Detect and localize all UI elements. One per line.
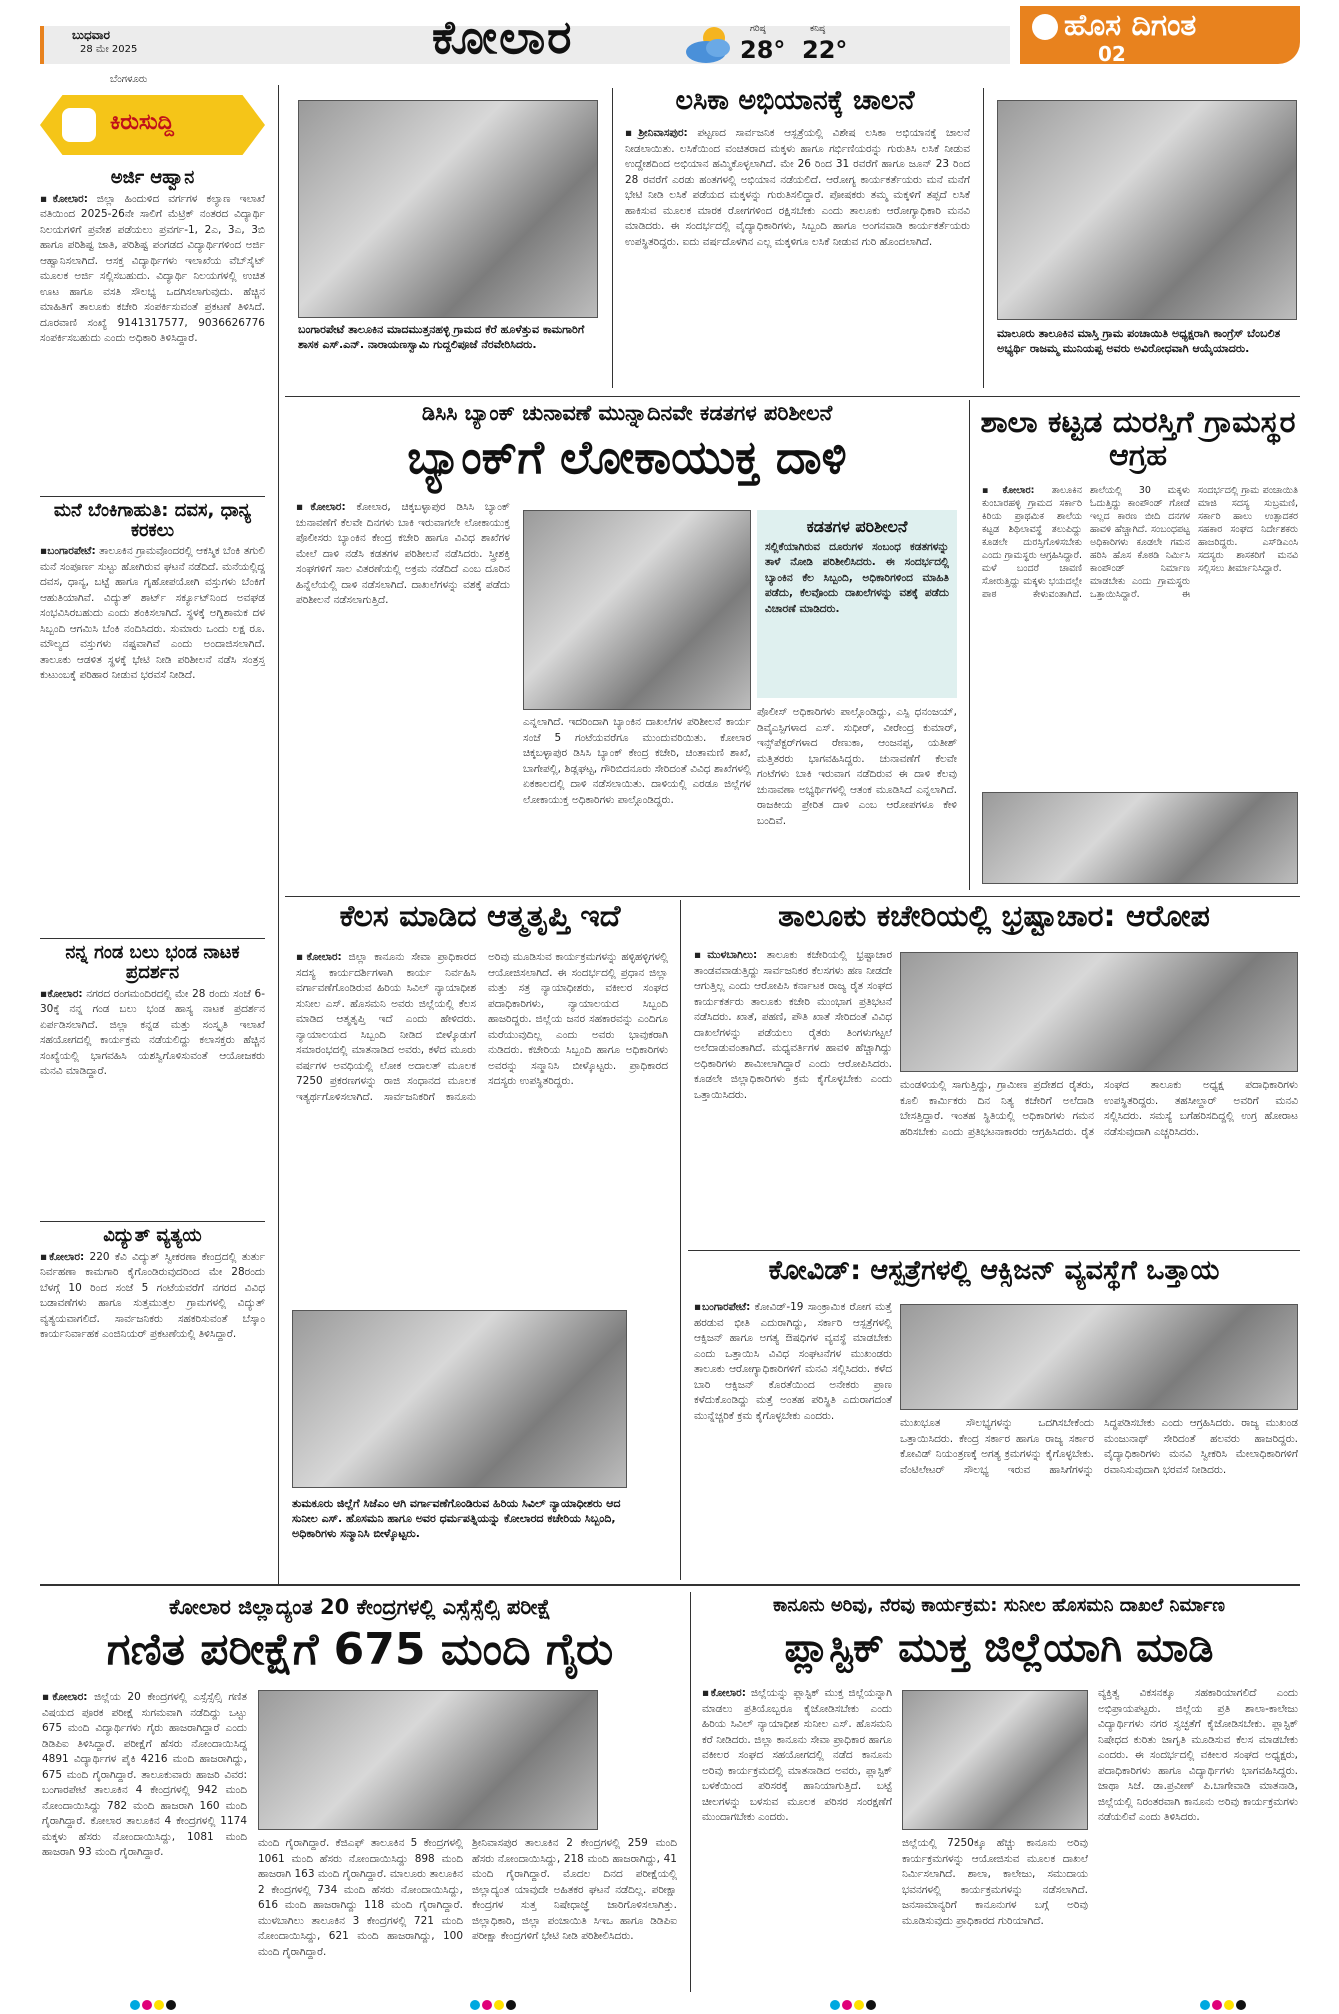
bank-body-col2: ಎನ್ನಲಾಗಿದೆ. ಇದರಿಂದಾಗಿ ಬ್ಯಾಂಕಿನ ದಾಖಲೆಗಳ ಪರಿಶೀಲನೆ ಕಾರ್ಯ ಸಂಜೆ 5 ಗಂಟೆಯವರೆಗೂ ಮುಂದುವರಿಯಿತು. ಕೋಲಾರ ಚಿಕ್ಕಬಳ್ಳಾಪುರ ಡಿಸಿಸಿ ಬ್ಯಾಂಕ್ ಕೇಂದ್ರ ಕಚೇರಿ, ಚಿಂತಾಮಣಿ ಶಾಖೆ, ಬಾಗೇಪಲ್ಲಿ, ಶಿಡ್ಲಘಟ್ಟ, ಗೌರಿಬಿದನೂರು ಸೇರಿದಂತೆ ವಿವಿಧ ಶಾಖೆಗಳಲ್ಲಿ ಏಕಕಾಲದಲ್ಲಿ ದಾಳಿ ನಡೆಸಲಾಯಿತು. ದಾಳಿಯಲ್ಲಿ ಎರಡೂ ಜಿಲ್ಲೆಗಳ ಲೋಕಾಯುಕ್ತ ಅಧಿಕಾರಿಗಳು ಪಾಲ್ಗೊಂಡಿದ್ದರು. (523, 716, 751, 806)
dateline: ▪ಕೋಲಾರ: (702, 1687, 746, 1699)
kirusuddi-item (40, 168, 265, 1578)
dateline: ▪ಕೋಲಾರ: (296, 951, 342, 963)
photo-judge-felicitation (292, 1310, 627, 1488)
photo-covid-petition (900, 1304, 1298, 1410)
weather-cloud-icon (680, 22, 736, 66)
taluku-body (694, 948, 892, 1243)
row-divider (285, 396, 1300, 397)
photo-legal-awareness (902, 1690, 1088, 1830)
ganita-kicker: ಕೋಲಾರ ಜಿಲ್ಲಾದ್ಯಂತ 20 ಕೇಂದ್ರಗಳಲ್ಲಿ ಎಸ್ಸೆಸ್ಸೆಲ್ಸಿ ಪರೀಕ್ಷೆ (169, 1595, 551, 1619)
ganita-body-3: ಶ್ರೀನಿವಾಸಪುರ ತಾಲೂಕಿನ 2 ಕೇಂದ್ರಗಳಲ್ಲಿ 259 ಮಂದಿ ಹೆಸರು ನೋಂದಾಯಿಸಿದ್ದು, 218 ಮಂದಿ ಹಾಜರಾಗಿದ್ದು, 41 ಮಂದಿ ಗೈರಾಗಿದ್ದಾರೆ. ಮೊದಲ ದಿನದ ಪರೀಕ್ಷೆಯಲ್ಲಿ ಜಿಲ್ಲಾದ್ಯಂತ ಯಾವುದೇ ಅಹಿತಕರ ಘಟನೆ ನಡೆದಿಲ್ಲ. ಪರೀಕ್ಷಾ ಕೇಂದ್ರಗಳ ಸುತ್ತ ನಿಷೇಧಾಜ್ಞೆ ಜಾರಿಗೊಳಿಸಲಾಗಿತ್ತು. ಜಿಲ್ಲಾಧಿಕಾರಿ, ಜಿಲ್ಲಾ ಪಂಚಾಯಿತಿ ಸಿಇಒ ಹಾಗೂ ಡಿಡಿಪಿಐ ಪರೀಕ್ಷಾ ಕೇಂದ್ರಗಳಿಗೆ ಭೇಟಿ ನೀಡಿ ಪರಿಶೀಲಿಸಿದರು. (472, 1837, 677, 1942)
bank-kicker: ಡಿಸಿಸಿ ಬ್ಯಾಂಕ್ ಚುನಾವಣೆ ಮುನ್ನಾದಿನವೇ ಕಡತಗಳ ಪರಿಶೀಲನೆ (421, 401, 833, 425)
lasika-headline: ಲಸಿಕಾ ಅಭಿಯಾನಕ್ಕೆ ಚಾಲನೆ (675, 85, 915, 116)
dateline: ▪ಕೋಲಾರ: (40, 987, 83, 1000)
kirusuddi-item-2-body (40, 544, 265, 934)
dateline: ▪ಬಂಗಾರಪೇಟೆ: (694, 1301, 751, 1313)
column-rule (612, 88, 613, 388)
divider (40, 1221, 265, 1222)
taluku-body-2: ಮಂಡಳಿಯಲ್ಲಿ ಸಾಗುತ್ತಿದ್ದು, ಗ್ರಾಮೀಣ ಪ್ರದೇಶದ ರೈತರು, ಕೂಲಿ ಕಾರ್ಮಿಕರು ದಿನ ನಿತ್ಯ ಕಚೇರಿಗೆ ಅಲೆದಾಡಿ ಬೇಸತ್ತಿದ್ದಾರೆ. ಇಂತಹ ಸ್ಥಿತಿಯಲ್ಲಿ ಅಧಿಕಾರಿಗಳು ಗಮನ ಹರಿಸಬೇಕು ಎಂದು ಪ್ರತಿಭಟನಾಕಾರರು ಆಗ್ರಹಿಸಿದರು. ರೈತ ಸಂಘದ ತಾಲೂಕು ಅಧ್ಯಕ್ಷ ಪದಾಧಿಕಾರಿಗಳು ಉಪಸ್ಥಿತರಿದ್ದರು. ತಹಸೀಲ್ದಾರ್ ಅವರಿಗೆ ಮನವಿ ಸಲ್ಲಿಸಿದರು. ಸಮಸ್ಯೆ ಬಗೆಹರಿಸದಿದ್ದಲ್ಲಿ ಉಗ್ರ ಹೋರಾಟ ನಡೆಸುವುದಾಗಿ ಎಚ್ಚರಿಸಿದರು. (900, 1079, 1298, 1138)
kirusuddi-item-1-body (40, 192, 265, 492)
article-body: ಜಿಲ್ಲಾ ಕಾನೂನು ಸೇವಾ ಪ್ರಾಧಿಕಾರದ ಸದಸ್ಯ ಕಾರ್ಯದರ್ಶಿಗಳಾಗಿ ಕಾರ್ಯ ನಿರ್ವಹಿಸಿ ವರ್ಗಾವಣೆಗೊಂಡಿರುವ ಹಿರಿಯ ಸಿವಿಲ್ ನ್ಯಾಯಾಧೀಶ ಸುನೀಲ ಎಸ್. ಹೊಸಮನಿ ಅವರು ಜಿಲ್ಲೆಯಲ್ಲಿ ಕೆಲಸ ಮಾಡಿದ ಆತ್ಮತೃಪ್ತಿ ಇದೆ ಎಂದು ಹೇಳಿದರು. ನ್ಯಾಯಾಲಯದ ಸಿಬ್ಬಂದಿ ನೀಡಿದ ಬೀಳ್ಕೊಡುಗೆ ಸಮಾರಂಭದಲ್ಲಿ ಮಾತನಾಡಿದ ಅವರು, ಕಳೆದ ಮೂರು ವರ್ಷಗಳ ಅವಧಿಯಲ್ಲಿ ಲೋಕ ಅದಾಲತ್ ಮೂಲಕ 7250 ಪ್ರಕರಣಗಳನ್ನು ರಾಜಿ ಸಂಧಾನದ ಮೂಲಕ ಇತ್ಯರ್ಥಗೊಳಿಸಲಾಗಿದೆ. ಸಾರ್ವಜನಿಕರಿಗೆ ಕಾನೂನು ಅರಿವು ಮೂಡಿಸುವ ಕಾರ್ಯಕ್ರಮಗಳನ್ನು ಹಳ್ಳಿಹಳ್ಳಿಗಳಲ್ಲಿ ಆಯೋಜಿಸಲಾಗಿದೆ. ಈ ಸಂದರ್ಭದಲ್ಲಿ ಪ್ರಧಾನ ಜಿಲ್ಲಾ ಮತ್ತು ಸತ್ರ ನ್ಯಾಯಾಧೀಶರು, ವಕೀಲರ ಸಂಘದ ಪದಾಧಿಕಾರಿಗಳು, ನ್ಯಾಯಾಲಯದ ಸಿಬ್ಬಂದಿ ಹಾಜರಿದ್ದರು. ಜಿಲ್ಲೆಯ ಜನರ ಸಹಕಾರವನ್ನು ಎಂದಿಗೂ ಮರೆಯುವುದಿಲ್ಲ ಎಂದು ಅವರು ಭಾವುಕರಾಗಿ ನುಡಿದರು. ಕಚೇರಿಯ ಸಿಬ್ಬಂದಿ ಹಾಗೂ ಅಧಿಕಾರಿಗಳು ಅವರನ್ನು ಸನ್ಮಾನಿಸಿ ಬೀಳ್ಕೊಟ್ಟರು. ಪ್ರಾಧಿಕಾರದ ಸದಸ್ಯರು ಉಪಸ್ಥಿತರಿದ್ದರು. (296, 951, 668, 1103)
registration-marks (830, 1995, 878, 2014)
masthead-title: ಕೋಲಾರ (432, 10, 574, 64)
column-rule (969, 400, 970, 890)
kirusuddi-item-3-title: ನನ್ನ ಗಂಡ ಬಲು ಭಂಡ ನಾಟಕ ಪ್ರದರ್ಶನ (65, 942, 240, 984)
kirusuddi-item-4-title: ವಿದ್ಯುತ್ ವ್ಯತ್ಯಯ (103, 1224, 202, 1246)
article-body: 220 ಕೆವಿ ವಿದ್ಯುತ್ ಸ್ವೀಕರಣಾ ಕೇಂದ್ರದಲ್ಲಿ ತುರ್ತು ನಿರ್ವಹಣಾ ಕಾಮಗಾರಿ ಕೈಗೊಂಡಿರುವುದರಿಂದ ಮೇ 28ರಂದು ಬೆಳಗ್ಗೆ 10 ರಿಂದ ಸಂಜೆ 5 ಗಂಟೆಯವರೆಗೆ ನಗರದ ವಿವಿಧ ಬಡಾವಣೆಗಳು ಹಾಗೂ ಸುತ್ತಮುತ್ತಲ ಗ್ರಾಮಗಳಲ್ಲಿ ವಿದ್ಯುತ್ ವ್ಯತ್ಯಯವಾಗಲಿದೆ. ಸಾರ್ವಜನಿಕರು ಸಹಕರಿಸುವಂತೆ ಬೆಸ್ಕಾಂ ಕಾರ್ಯನಿರ್ವಾಹಕ ಎಂಜಿನಿಯರ್ ಪ್ರಕಟಣೆಯಲ್ಲಿ ತಿಳಿಸಿದ್ದಾರೆ. (40, 1250, 265, 1341)
kelasa-headline: ಕೆಲಸ ಮಾಡಿದ ಆತ್ಮತೃಪ್ತಿ ಇದೆ (339, 899, 621, 934)
plastic-kicker: ಕಾನೂನು ಅರಿವು, ನೆರವು ಕಾರ್ಯಕ್ರಮ: ಸುನೀಲ ಹೊಸಮನಿ ದಾಖಲೆ ನಿರ್ಮಾಣ (772, 1595, 1226, 1616)
photo-lake-ceremony (298, 100, 598, 318)
box-body: ಸಲ್ಲಿಕೆಯಾಗಿರುವ ದೂರುಗಳ ಸಂಬಂಧ ಕಡತಗಳನ್ನು ತಾಳೆ ನೋಡಿ ಪರಿಶೀಲಿಸಿದರು. ಈ ಸಂದರ್ಭದಲ್ಲಿ ಬ್ಯಾಂಕಿನ ಕೆಲ ಸಿಬ್ಬಂದಿ, ಅಧಿಕಾರಿಗಳಿಂದ ಮಾಹಿತಿ ಪಡೆದು, ಕೆಲವೊಂದು ದಾಖಲೆಗಳನ್ನು ವಶಕ್ಕೆ ಪಡೆದು ವಿಚಾರಣೆ ಮಾಡಿದರು. (765, 540, 949, 615)
row-divider (40, 1584, 1300, 1586)
masthead (40, 8, 1300, 70)
dateline: ▪ಬಂಗಾರಪೇಟೆ: (40, 545, 96, 558)
covid-headline: ಕೋವಿಡ್: ಆಸ್ಪತ್ರೆಗಳಲ್ಲಿ ಆಕ್ಸಿಜನ್ ವ್ಯವಸ್ಥೆಗೆ ಒತ್ತಾಯ (768, 1255, 1220, 1286)
shale-headline: ಶಾಲಾ ಕಟ್ಟಡ ದುರಸ್ತಿಗೆ ಗ್ರಾಮಸ್ಥರ ಆಗ್ರಹ (980, 405, 1296, 473)
photo-caption: ತುಮಕೂರು ಜಿಲ್ಲೆಗೆ ಸಿಜೆಎಂ ಆಗಿ ವರ್ಗಾವಣೆಗೊಂಡಿರುವ ಹಿರಿಯ ಸಿವಿಲ್ ನ್ಯಾಯಾಧೀಶರು ಆದ ಸುನೀಲ ಎಸ್. ಹೊಸಮನಿ ಹಾಗೂ ಅವರ ಧರ್ಮಪತ್ನಿಯನ್ನು ಕೋಲಾರದ ಕಚೇರಿಯ ಸಿಬ್ಬಂದಿ, ಅಧಿಕಾರಿಗಳು ಸನ್ಮಾನಿಸಿ ಬೀಳ್ಕೊಟ್ಟರು. (292, 1497, 621, 1540)
dateline: ▪ಮುಳಬಾಗಿಲು: (694, 949, 758, 961)
registration-marks (1200, 1995, 1248, 2014)
temp-min: 22° (802, 36, 848, 64)
article-body: ಪಟ್ಟಣದ ಸಾರ್ವಜನಿಕ ಆಸ್ಪತ್ರೆಯಲ್ಲಿ ವಿಶೇಷ ಲಸಿಕಾ ಅಭಿಯಾನಕ್ಕೆ ಚಾಲನೆ ನೀಡಲಾಯಿತು. ಲಸಿಕೆಯಿಂದ ವಂಚಿತರಾದ ಮಕ್ಕಳು ಹಾಗೂ ಗರ್ಭಿಣಿಯರನ್ನು ಗುರುತಿಸಿ ಲಸಿಕೆ ನೀಡುವ ಉದ್ದೇಶದಿಂದ ಅಭಿಯಾನ ಹಮ್ಮಿಕೊಳ್ಳಲಾಗಿದೆ. ಮೇ 26 ರಿಂದ 31 ರವರೆಗೆ ಹಾಗೂ ಜೂನ್ 23 ರಿಂದ 28 ರವರೆಗೆ ಎರಡು ಹಂತಗಳಲ್ಲಿ ಅಭಿಯಾನ ನಡೆಯಲಿದೆ. ಆರೋಗ್ಯ ಕಾರ್ಯಕರ್ತೆಯರು ಮನೆ ಮನೆಗೆ ಭೇಟಿ ನೀಡಿ ಲಸಿಕೆ ಪಡೆಯದ ಮಕ್ಕಳನ್ನು ಗುರುತಿಸಲಿದ್ದಾರೆ. ಪೋಷಕರು ತಮ್ಮ ಮಕ್ಕಳಿಗೆ ತಪ್ಪದೆ ಲಸಿಕೆ ಹಾಕಿಸುವ ಮೂಲಕ ಮಾರಕ ರೋಗಗಳಿಂದ ರಕ್ಷಿಸಬೇಕು ಎಂದು ತಾಲೂಕು ಆರೋಗ್ಯಾಧಿಕಾರಿ ಮನವಿ ಮಾಡಿದರು. ಈ ಸಂದರ್ಭದಲ್ಲಿ ವೈದ್ಯಾಧಿಕಾರಿಗಳು, ಸಿಬ್ಬಂದಿ ಹಾಗೂ ಅಂಗನವಾಡಿ ಕಾರ್ಯಕರ್ತೆಯರು ಉಪಸ್ಥಿತರಿದ್ದರು. ಐದು ವರ್ಷದೊಳಗಿನ ಎಲ್ಲ ಮಕ್ಕಳಿಗೂ ಲಸಿಕೆ ನೀಡುವ ಗುರಿ ಹೊಂದಲಾಗಿದೆ. (625, 127, 970, 248)
ganita-body-2: ಮಂದಿ ಗೈರಾಗಿದ್ದಾರೆ. ಕೆಜಿಎಫ್ ತಾಲೂಕಿನ 5 ಕೇಂದ್ರಗಳಲ್ಲಿ 1061 ಮಂದಿ ಹೆಸರು ನೋಂದಾಯಿಸಿದ್ದು 898 ಮಂದಿ ಹಾಜರಾಗಿ 163 ಮಂದಿ ಗೈರಾಗಿದ್ದಾರೆ. ಮಾಲೂರು ತಾಲೂಕಿನ 2 ಕೇಂದ್ರಗಳಲ್ಲಿ 734 ಮಂದಿ ಹೆಸರು ನೋಂದಾಯಿಸಿದ್ದು, 616 ಮಂದಿ ಹಾಜರಾಗಿದ್ದು 118 ಮಂದಿ ಗೈರಾಗಿದ್ದಾರೆ. ಮುಳಬಾಗಿಲು ತಾಲೂಕಿನ 3 ಕೇಂದ್ರಗಳಲ್ಲಿ 721 ಮಂದಿ ನೋಂದಾಯಿಸಿದ್ದು, 621 ಮಂದಿ ಹಾಜರಾಗಿದ್ದು, 100 ಮಂದಿ ಗೈರಾಗಿದ್ದಾರೆ. (258, 1837, 463, 1958)
temp-max-label: ಗರಿಷ್ಠ (750, 24, 766, 34)
article-body: ತಾಲೂಕಿನ ಕುಂಬಾರಹಳ್ಳಿ ಗ್ರಾಮದ ಸರ್ಕಾರಿ ಕಿರಿಯ ಪ್ರಾಥಮಿಕ ಶಾಲೆಯ ಕಟ್ಟಡ ಶಿಥಿಲಾವಸ್ಥೆ ತಲುಪಿದ್ದು ಕೂಡಲೇ ದುರಸ್ತಿಗೊಳಿಸಬೇಕು ಎಂದು ಗ್ರಾಮಸ್ಥರು ಆಗ್ರಹಿಸಿದ್ದಾರೆ. ಮಳೆ ಬಂದರೆ ಚಾವಣಿ ಸೋರುತ್ತಿದ್ದು ಮಕ್ಕಳು ಭಯದಲ್ಲೇ ಪಾಠ ಕೇಳುವಂತಾಗಿದೆ. ಶಾಲೆಯಲ್ಲಿ 30 ಮಕ್ಕಳು ಓದುತ್ತಿದ್ದು ಕಾಂಪೌಂಡ್ ಗೋಡೆ ಇಲ್ಲದ ಕಾರಣ ಬೀದಿ ದನಗಳ ಹಾವಳಿ ಹೆಚ್ಚಾಗಿದೆ. ಸಂಬಂಧಪಟ್ಟ ಅಧಿಕಾರಿಗಳು ಕೂಡಲೇ ಗಮನ ಹರಿಸಿ ಹೊಸ ಕೊಠಡಿ ನಿರ್ಮಿಸಿ ಕಾಂಪೌಂಡ್ ನಿರ್ಮಾಣ ಮಾಡಬೇಕು ಎಂದು ಗ್ರಾಮಸ್ಥರು ಒತ್ತಾಯಿಸಿದ್ದಾರೆ. ಈ ಸಂದರ್ಭದಲ್ಲಿ ಗ್ರಾಮ ಪಂಚಾಯಿತಿ ಮಾಜಿ ಸದಸ್ಯ ಸುಬ್ರಮಣಿ, ಸರ್ಕಾರಿ ಹಾಲು ಉತ್ಪಾದಕರ ಸಹಕಾರ ಸಂಘದ ನಿರ್ದೇಶಕರು ಹಾಜರಿದ್ದರು. ಎಸ್‌ಡಿಎಂಸಿ ಸದಸ್ಯರು ಶಾಸಕರಿಗೆ ಮನವಿ ಸಲ್ಲಿಸಲು ತೀರ್ಮಾನಿಸಿದ್ದಾರೆ. (982, 485, 1298, 600)
left-column-rule (278, 85, 279, 1585)
registration-marks (470, 1995, 518, 2014)
article-body: ಕೋವಿಡ್-19 ಸಾಂಕ್ರಾಮಿಕ ರೋಗ ಮತ್ತೆ ಹರಡುವ ಭೀತಿ ಎದುರಾಗಿದ್ದು, ಸರ್ಕಾರಿ ಆಸ್ಪತ್ರೆಗಳಲ್ಲಿ ಆಕ್ಸಿಜನ್ ಹಾಗೂ ಅಗತ್ಯ ಔಷಧಿಗಳ ವ್ಯವಸ್ಥೆ ಮಾಡಬೇಕು ಎಂದು ಒತ್ತಾಯಿಸಿ ವಿವಿಧ ಸಂಘಟನೆಗಳ ಮುಖಂಡರು ತಾಲೂಕು ಆರೋಗ್ಯಾಧಿಕಾರಿಗಳಿಗೆ ಮನವಿ ಸಲ್ಲಿಸಿದರು. ಕಳೆದ ಬಾರಿ ಆಕ್ಸಿಜನ್ ಕೊರತೆಯಿಂದ ಅನೇಕರು ಪ್ರಾಣ ಕಳೆದುಕೊಂಡಿದ್ದು ಮತ್ತೆ ಅಂತಹ ಪರಿಸ್ಥಿತಿ ಎದುರಾಗದಂತೆ ಮುನ್ನೆಚ್ಚರಿಕೆ ಕ್ರಮ ಕೈಗೊಳ್ಳಬೇಕು ಎಂದರು. (694, 1301, 892, 1422)
kirusuddi-item-4-body (40, 1250, 265, 1550)
divider (40, 496, 265, 497)
bank-sidebar-box (757, 510, 957, 698)
dateline: ▪ಕೋಲಾರ: (982, 485, 1035, 496)
temp-min-label: ಕನಿಷ್ಠ (810, 24, 826, 34)
dateline: ▪ಕೋಲಾರ: (40, 192, 88, 205)
photo-caption: ಬಂಗಾರಪೇಟೆ ತಾಲೂಕಿನ ಮಾದಮುತ್ತನಹಳ್ಳಿ ಗ್ರಾಮದ ಕೆರೆ ಹೂಳೆತ್ತುವ ಕಾಮಗಾರಿಗೆ ಶಾಸಕ ಎಸ್.ಎನ್. ನಾರಾಯಣಸ್ವಾಮಿ ಗುದ್ದಲಿಪೂಜೆ ನೆರವೇರಿಸಿದರು. (298, 323, 585, 351)
kirusuddi-item-2-title: ಮನೆ ಬೆಂಕಿಗಾಹುತಿ: ದವಸ, ಧಾನ್ಯ ಕರಕಲು (53, 499, 252, 541)
article-body: ನಗರದ ರಂಗಮಂದಿರದಲ್ಲಿ ಮೇ 28 ರಂದು ಸಂಜೆ 6-30ಕ್ಕೆ ನನ್ನ ಗಂಡ ಬಲು ಭಂಡ ಹಾಸ್ಯ ನಾಟಕ ಪ್ರದರ್ಶನ ಏರ್ಪಡಿಸಲಾಗಿದೆ. ಜಿಲ್ಲಾ ಕನ್ನಡ ಮತ್ತು ಸಂಸ್ಕೃತಿ ಇಲಾಖೆ ಸಹಯೋಗದಲ್ಲಿ ಕಾರ್ಯಕ್ರಮ ನಡೆಯಲಿದ್ದು ಕಲಾಸಕ್ತರು ಹೆಚ್ಚಿನ ಸಂಖ್ಯೆಯಲ್ಲಿ ಭಾಗವಹಿಸಿ ಯಶಸ್ವಿಗೊಳಿಸುವಂತೆ ಆಯೋಜಕರು ಮನವಿ ಮಾಡಿದ್ದಾರೆ. (40, 987, 265, 1078)
brand-logo-icon (1032, 14, 1058, 40)
plastic-body-3: ವ್ಯಕ್ತಿತ್ವ ವಿಕಸನಕ್ಕೂ ಸಹಕಾರಿಯಾಗಲಿದೆ ಎಂದು ಅಭಿಪ್ರಾಯಪಟ್ಟರು. ಜಿಲ್ಲೆಯ ಪ್ರತಿ ಶಾಲಾ-ಕಾಲೇಜು ವಿದ್ಯಾರ್ಥಿಗಳು ನಗರ ಸ್ವಚ್ಛತೆಗೆ ಕೈಜೋಡಿಸಬೇಕು. ಪ್ಲಾಸ್ಟಿಕ್ ನಿಷೇಧದ ಕುರಿತು ಜಾಗೃತಿ ಮೂಡಿಸುವ ಕೆಲಸ ಮಾಡಬೇಕು ಎಂದರು. ಈ ಸಂದರ್ಭದಲ್ಲಿ ವಕೀಲರ ಸಂಘದ ಅಧ್ಯಕ್ಷರು, ಪದಾಧಿಕಾರಿಗಳು ಹಾಗೂ ವಿದ್ಯಾರ್ಥಿಗಳು ಭಾಗವಹಿಸಿದ್ದರು. ಜಾಥಾ ಸಿಜೆ. ಡಾ.ಪ್ರವೀಣ್ ಪಿ.ಬಾಗೇವಾಡಿ ಮಾತನಾಡಿ, ಜಿಲ್ಲೆಯಲ್ಲಿ ನಿರಂತರವಾಗಿ ಕಾನೂನು ಅರಿವು ಕಾರ್ಯಕ್ರಮಗಳು ನಡೆಯಲಿವೆ ಎಂದು ತಿಳಿಸಿದರು. (1098, 1687, 1298, 1823)
dateline: ▪ಕೋಲಾರ: (296, 501, 346, 513)
row-divider (285, 896, 1300, 897)
photo-farmers-protest (900, 952, 1298, 1072)
article-body: ಜಿಲ್ಲಾ ಹಿಂದುಳಿದ ವರ್ಗಗಳ ಕಲ್ಯಾಣ ಇಲಾಖೆ ವತಿಯಿಂದ 2025-26ನೇ ಸಾಲಿಗೆ ಮೆಟ್ರಿಕ್ ನಂತರದ ವಿದ್ಯಾರ್ಥಿ ನಿಲಯಗಳಿಗೆ ಪ್ರವೇಶ ಪಡೆಯಲು ಪ್ರವರ್ಗ-1, 2ಎ, 3ಎ, 3ಬಿ ಹಾಗೂ ಪರಿಶಿಷ್ಟ ಜಾತಿ, ಪರಿಶಿಷ್ಟ ಪಂಗಡದ ವಿದ್ಯಾರ್ಥಿಗಳಿಂದ ಅರ್ಜಿ ಆಹ್ವಾನಿಸಲಾಗಿದೆ. ಆಸಕ್ತ ವಿದ್ಯಾರ್ಥಿಗಳು ಇಲಾಖೆಯ ವೆಬ್‌ಸೈಟ್ ಮೂಲಕ ಅರ್ಜಿ ಸಲ್ಲಿಸಬಹುದು. ವಿದ್ಯಾರ್ಥಿ ನಿಲಯಗಳಲ್ಲಿ ಉಚಿತ ಊಟ ಹಾಗೂ ವಸತಿ ಸೌಲಭ್ಯ ಒದಗಿಸಲಾಗುವುದು. ಹೆಚ್ಚಿನ ಮಾಹಿತಿಗೆ ತಾಲೂಕು ಕಚೇರಿ ಸಂಪರ್ಕಿಸುವಂತೆ ಪ್ರಕಟಣೆ ತಿಳಿಸಿದೆ. ದೂರವಾಣಿ ಸಂಖ್ಯೆ 9141317577, 9036626776 ಸಂಪರ್ಕಿಸಬಹುದು ಎಂದು ಅಧಿಕಾರಿ ತಿಳಿಸಿದ್ದಾರೆ. (40, 192, 265, 345)
kelasa-body (296, 950, 668, 1300)
bank-body-col1 (296, 500, 510, 885)
article-body: ಜಿಲ್ಲೆಯ 20 ಕೇಂದ್ರಗಳಲ್ಲಿ ಎಸ್ಸೆಸ್ಸೆಲ್ಸಿ ಗಣಿತ ವಿಷಯದ ಪೂರಕ ಪರೀಕ್ಷೆ ಸುಗಮವಾಗಿ ನಡೆದಿದ್ದು ಒಟ್ಟು 675 ಮಂದಿ ವಿದ್ಯಾರ್ಥಿಗಳು ಗೈರು ಹಾಜರಾಗಿದ್ದಾರೆ ಎಂದು ಡಿಡಿಪಿಐ ತಿಳಿಸಿದ್ದಾರೆ. ಪರೀಕ್ಷೆಗೆ ಹೆಸರು ನೋಂದಾಯಿಸಿದ್ದ 4891 ವಿದ್ಯಾರ್ಥಿಗಳ ಪೈಕಿ 4216 ಮಂದಿ ಹಾಜರಾಗಿದ್ದು, 675 ಮಂದಿ ಗೈರಾಗಿದ್ದಾರೆ. ತಾಲೂಕುವಾರು ಹಾಜರಿ ವಿವರ: ಬಂಗಾರಪೇಟೆ ತಾಲೂಕಿನ 4 ಕೇಂದ್ರಗಳಲ್ಲಿ 942 ಮಂದಿ ನೋಂದಾಯಿಸಿದ್ದು 782 ಮಂದಿ ಹಾಜರಾಗಿ 160 ಮಂದಿ ಗೈರಾಗಿದ್ದಾರೆ. ಕೋಲಾರ ತಾಲೂಕಿನ 4 ಕೇಂದ್ರಗಳಲ್ಲಿ 1174 ಮಕ್ಕಳು ಹೆಸರು ನೋಂದಾಯಿಸಿದ್ದು, 1081 ಮಂದಿ ಹಾಜರಾಗಿ 93 ಮಂದಿ ಗೈರಾಗಿದ್ದಾರೆ. (42, 1691, 247, 1858)
photo-panchayat-president (997, 100, 1297, 320)
kirusuddi-item-1-title: ಅರ್ಜಿ ಆಹ್ವಾನ (110, 167, 195, 188)
plastic-headline: ಪ್ಲಾಸ್ಟಿಕ್ ಮುಕ್ತ ಜಿಲ್ಲೆಯಾಗಿ ಮಾಡಿ (784, 1625, 1214, 1671)
article-body: ಕೋಲಾರ, ಚಿಕ್ಕಬಳ್ಳಾಪುರ ಡಿಸಿಸಿ ಬ್ಯಾಂಕ್ ಚುನಾವಣೆಗೆ ಕೆಲವೇ ದಿನಗಳು ಬಾಕಿ ಇರುವಾಗಲೇ ಲೋಕಾಯುಕ್ತ ಪೊಲೀಸರು ಬ್ಯಾಂಕಿನ ಕೇಂದ್ರ ಕಚೇರಿ ಹಾಗೂ ವಿವಿಧ ಶಾಖೆಗಳ ಮೇಲೆ ದಾಳಿ ನಡೆಸಿ ಕಡತಗಳ ಪರಿಶೀಲನೆ ನಡೆಸಿದರು. ಸ್ತ್ರೀಶಕ್ತಿ ಸಂಘಗಳಿಗೆ ಸಾಲ ವಿತರಣೆಯಲ್ಲಿ ಅಕ್ರಮ ನಡೆದಿದೆ ಎಂಬ ದೂರಿನ ಹಿನ್ನೆಲೆಯಲ್ಲಿ ದಾಳಿ ನಡೆಸಲಾಗಿದೆ. ದಾಖಲೆಗಳನ್ನು ವಶಕ್ಕೆ ಪಡೆದು ಪರಿಶೀಲನೆ ನಡೆಸಲಾಗುತ್ತಿದೆ. (296, 501, 510, 606)
brand-title: ಹೊಸ ದಿಗಂತ (1064, 8, 1197, 43)
article-body: ಜಿಲ್ಲೆಯನ್ನು ಪ್ಲಾಸ್ಟಿಕ್ ಮುಕ್ತ ಜಿಲ್ಲೆಯನ್ನಾಗಿ ಮಾಡಲು ಪ್ರತಿಯೊಬ್ಬರೂ ಕೈಜೋಡಿಸಬೇಕು ಎಂದು ಹಿರಿಯ ಸಿವಿಲ್ ನ್ಯಾಯಾಧೀಶ ಸುನೀಲ ಎಸ್. ಹೊಸಮನಿ ಕರೆ ನೀಡಿದರು. ಜಿಲ್ಲಾ ಕಾನೂನು ಸೇವಾ ಪ್ರಾಧಿಕಾರ ಹಾಗೂ ವಕೀಲರ ಸಂಘದ ಸಹಯೋಗದಲ್ಲಿ ನಡೆದ ಕಾನೂನು ಅರಿವು ಕಾರ್ಯಕ್ರಮದಲ್ಲಿ ಮಾತನಾಡಿದ ಅವರು, ಪ್ಲಾಸ್ಟಿಕ್ ಬಳಕೆಯಿಂದ ಪರಿಸರಕ್ಕೆ ಹಾನಿಯಾಗುತ್ತಿದೆ. ಬಟ್ಟೆ ಚೀಲಗಳನ್ನು ಬಳಸುವ ಮೂಲಕ ಪರಿಸರ ಸಂರಕ್ಷಣೆಗೆ ಮುಂದಾಗಬೇಕು ಎಂದರು. (702, 1687, 892, 1823)
row-divider (688, 1250, 1300, 1251)
ganita-body (42, 1690, 247, 1990)
taluku-headline: ತಾಲೂಕು ಕಚೇರಿಯಲ್ಲಿ ಭ್ರಷ್ಟಾಚಾರ: ಆರೋಪ (778, 899, 1210, 934)
registration-marks (130, 1995, 178, 2014)
page-number: 02 (1098, 42, 1126, 66)
masthead-date: 28 ಮೇ 2025 (80, 44, 138, 55)
ganita-headline: ಗಣಿತ ಪರೀಕ್ಷೆಗೆ 675 ಮಂದಿ ಗೈರು (106, 1624, 614, 1675)
bank-body-col3: ಪೊಲೀಸ್ ಅಧಿಕಾರಿಗಳು ಪಾಲ್ಗೊಂಡಿದ್ದು, ಎಸ್ಪಿ ಧನಂಜಯ್, ಡಿವೈಎಸ್ಪಿಗಳಾದ ಎಸ್. ಸುಧೀರ್, ವೀರೇಂದ್ರ ಕುಮಾರ್, ಇನ್ಸ್‌ಪೆಕ್ಟರ್‌ಗಳಾದ ರೇಣುಕಾ, ಆಂಜನಪ್ಪ, ಯತೀಶ್ ಮತ್ತಿತರರು ಭಾಗವಹಿಸಿದ್ದರು. ಚುನಾವಣೆಗೆ ಕೆಲವೇ ಗಂಟೆಗಳು ಬಾಕಿ ಇರುವಾಗ ನಡೆದಿರುವ ಈ ದಾಳಿ ಕೆಲವು ಚುನಾವಣಾ ಅಭ್ಯರ್ಥಿಗಳಲ್ಲಿ ಆತಂಕ ಮೂಡಿಸಿದೆ ಎನ್ನಲಾಗಿದೆ. ರಾಜಕೀಯ ಪ್ರೇರಿತ ದಾಳಿ ಎಂಬ ಆರೋಪಗಳೂ ಕೇಳಿ ಬಂದಿವೆ. (757, 706, 957, 827)
photo-villagers-school (982, 792, 1298, 884)
dateline: ▪ಕೋಲಾರ: (42, 1691, 88, 1703)
shale-body (982, 484, 1298, 784)
dateline: ▪ಕೋಲಾರ: (40, 1250, 85, 1263)
photo-lokayukta-raid (523, 510, 751, 710)
temp-max: 28° (740, 36, 786, 64)
divider (40, 938, 265, 939)
kirusuddi-title: ಕಿರುಸುದ್ದಿ (110, 110, 174, 135)
covid-body-2: ಮುಖಭೂತ ಸೌಲಭ್ಯಗಳನ್ನು ಒದಗಿಸಬೇಕೆಂದು ಒತ್ತಾಯಿಸಿದರು. ಕೇಂದ್ರ ಸರ್ಕಾರ ಹಾಗೂ ರಾಜ್ಯ ಸರ್ಕಾರ ಕೋವಿಡ್ ನಿಯಂತ್ರಣಕ್ಕೆ ಅಗತ್ಯ ಕ್ರಮಗಳನ್ನು ಕೈಗೊಳ್ಳಬೇಕು. ವೆಂಟಿಲೇಟರ್ ಸೌಲಭ್ಯ ಇರುವ ಹಾಸಿಗೆಗಳನ್ನು ಸಿದ್ಧಪಡಿಸಬೇಕು ಎಂದು ಆಗ್ರಹಿಸಿದರು. ರಾಜ್ಯ ಮುಖಂಡ ಮಂಜುನಾಥ್ ಸೇರಿದಂತೆ ಹಲವರು ಹಾಜರಿದ್ದರು. ವೈದ್ಯಾಧಿಕಾರಿಗಳು ಮನವಿ ಸ್ವೀಕರಿಸಿ ಮೇಲಾಧಿಕಾರಿಗಳಿಗೆ ರವಾನಿಸುವುದಾಗಿ ಭರವಸೆ ನೀಡಿದರು. (900, 1417, 1298, 1476)
box-title: ಕಡತಗಳ ಪರಿಶೀಲನೆ (806, 517, 908, 536)
column-rule (680, 900, 681, 1580)
lasika-body (625, 126, 970, 384)
plastic-body (702, 1686, 892, 1990)
photo-exam-hall (258, 1690, 598, 1830)
plastic-body-2: ಜಿಲ್ಲೆಯಲ್ಲಿ 7250ಕ್ಕೂ ಹೆಚ್ಚು ಕಾನೂನು ಅರಿವು ಕಾರ್ಯಕ್ರಮಗಳನ್ನು ಆಯೋಜಿಸುವ ಮೂಲಕ ದಾಖಲೆ ನಿರ್ಮಿಸಲಾಗಿದೆ. ಶಾಲಾ, ಕಾಲೇಜು, ಸಮುದಾಯ ಭವನಗಳಲ್ಲಿ ಕಾರ್ಯಕ್ರಮಗಳನ್ನು ನಡೆಸಲಾಗಿದೆ. ಜನಸಾಮಾನ್ಯರಿಗೆ ಕಾನೂನುಗಳ ಬಗ್ಗೆ ಅರಿವು ಮೂಡಿಸುವುದು ಪ್ರಾಧಿಕಾರದ ಗುರಿಯಾಗಿದೆ. (902, 1837, 1088, 1927)
kirusuddi-item-3-body (40, 987, 265, 1217)
column-rule (690, 1592, 691, 1992)
column-rule (983, 88, 984, 388)
dateline: ▪ಶ್ರೀನಿವಾಸಪುರ: (625, 127, 688, 139)
article-body: ತಾಲೂಕಿನ ಗ್ರಾಮವೊಂದರಲ್ಲಿ ಆಕಸ್ಮಿಕ ಬೆಂಕಿ ತಗುಲಿ ಮನೆ ಸಂಪೂರ್ಣ ಸುಟ್ಟು ಹೋಗಿರುವ ಘಟನೆ ನಡೆದಿದೆ. ಮನೆಯಲ್ಲಿದ್ದ ದವಸ, ಧಾನ್ಯ, ಬಟ್ಟೆ ಹಾಗೂ ಗೃಹೋಪಯೋಗಿ ವಸ್ತುಗಳು ಬೆಂಕಿಗೆ ಆಹುತಿಯಾಗಿವೆ. ವಿದ್ಯುತ್ ಶಾರ್ಟ್ ಸರ್ಕ್ಯೂಟ್‌ನಿಂದ ಅವಘಡ ಸಂಭವಿಸಿರಬಹುದು ಎಂದು ಶಂಕಿಸಲಾಗಿದೆ. ಸ್ಥಳಕ್ಕೆ ಅಗ್ನಿಶಾಮಕ ದಳ ಸಿಬ್ಬಂದಿ ಆಗಮಿಸಿ ಬೆಂಕಿ ನಂದಿಸಿದರು. ಸುಮಾರು ಒಂದು ಲಕ್ಷ ರೂ. ಮೌಲ್ಯದ ವಸ್ತುಗಳು ನಷ್ಟವಾಗಿವೆ ಎಂದು ಅಂದಾಜಿಸಲಾಗಿದೆ. ತಾಲೂಕು ಆಡಳಿತ ಸ್ಥಳಕ್ಕೆ ಭೇಟಿ ನೀಡಿ ಪರಿಶೀಲನೆ ನಡೆಸಿ ಸಂತ್ರಸ್ತ ಕುಟುಂಬಕ್ಕೆ ಪರಿಹಾರ ನೀಡುವ ಭರವಸೆ ನೀಡಿದೆ. (40, 545, 265, 682)
masthead-day: ಬುಧವಾರ (72, 28, 110, 42)
article-body: ತಾಲೂಕು ಕಚೇರಿಯಲ್ಲಿ ಭ್ರಷ್ಟಾಚಾರ ತಾಂಡವವಾಡುತ್ತಿದ್ದು ಸಾರ್ವಜನಿಕರ ಕೆಲಸಗಳು ಹಣ ನೀಡದೇ ಆಗುತ್ತಿಲ್ಲ ಎಂದು ಆರೋಪಿಸಿ ಕರ್ನಾಟಕ ರಾಜ್ಯ ರೈತ ಸಂಘದ ಕಾರ್ಯಕರ್ತರು ತಾಲೂಕು ಕಚೇರಿ ಮುಂಭಾಗ ಪ್ರತಿಭಟನೆ ನಡೆಸಿದರು. ಖಾತೆ, ಪಹಣಿ, ಪೌತಿ ಖಾತೆ ಸೇರಿದಂತೆ ವಿವಿಧ ದಾಖಲೆಗಳನ್ನು ಪಡೆಯಲು ರೈತರು ತಿಂಗಳುಗಟ್ಟಲೆ ಅಲೆದಾಡುವಂತಾಗಿದೆ. ಮಧ್ಯವರ್ತಿಗಳ ಹಾವಳಿ ಹೆಚ್ಚಾಗಿದ್ದು ಅಧಿಕಾರಿಗಳು ಶಾಮೀಲಾಗಿದ್ದಾರೆ ಎಂದು ಆರೋಪಿಸಿದರು. ಕೂಡಲೇ ಜಿಲ್ಲಾಧಿಕಾರಿಗಳು ಕ್ರಮ ಕೈಗೊಳ್ಳಬೇಕು ಎಂದು ಒತ್ತಾಯಿಸಿದರು. (694, 949, 892, 1101)
covid-body (694, 1300, 892, 1578)
photo-caption: ಮಾಲೂರು ತಾಲೂಕಿನ ಮಾಸ್ತಿ ಗ್ರಾಮ ಪಂಚಾಯಿತಿ ಅಧ್ಯಕ್ಷರಾಗಿ ಕಾಂಗ್ರೆಸ್ ಬೆಂಬಲಿತ ಅಭ್ಯರ್ಥಿ ರಾಜಮ್ಮ ಮುನಿಯಪ್ಪ ಅವರು ಅವಿರೋಧವಾಗಿ ಆಯ್ಕೆಯಾದರು. (997, 327, 1281, 355)
masthead-city: ಬೆಂಗಳೂರು (110, 74, 148, 85)
kirusuddi-hand-icon (62, 108, 96, 142)
bank-headline: ಬ್ಯಾಂಕ್‌ಗೆ ಲೋಕಾಯುಕ್ತ ದಾಳಿ (407, 430, 847, 484)
